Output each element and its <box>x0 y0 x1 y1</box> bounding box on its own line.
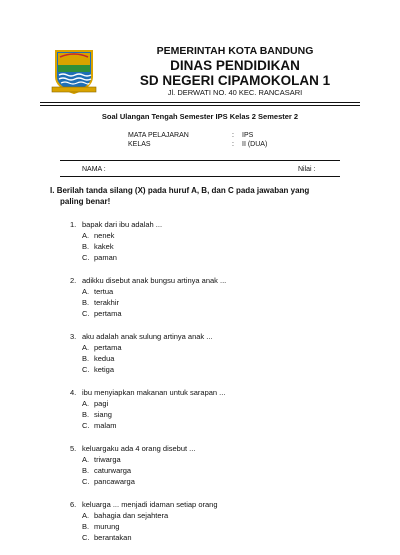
exam-meta <box>128 131 267 149</box>
option-letter: C. <box>82 365 90 374</box>
question-item <box>70 499 370 543</box>
question-item <box>70 275 370 319</box>
answer-option[interactable] <box>70 342 370 353</box>
answer-option[interactable] <box>70 465 370 476</box>
letterhead <box>100 45 370 98</box>
option-letter: A. <box>82 231 90 240</box>
meta-key: KELAS <box>128 141 151 148</box>
option-letter: B. <box>82 410 90 419</box>
question-text: bapak dari ibu adalah ... <box>82 220 163 229</box>
option-text: kakek <box>94 242 114 251</box>
meta-value: II (DUA) <box>242 141 268 148</box>
meta-row <box>128 131 267 140</box>
answer-option[interactable] <box>70 409 370 420</box>
question-number: 2. <box>70 276 77 285</box>
question-number: 4. <box>70 388 77 397</box>
option-text: caturwarga <box>94 466 132 475</box>
option-letter: A. <box>82 511 90 520</box>
header-line1: PEMERINTAH KOTA BANDUNG <box>156 45 314 57</box>
option-text: paman <box>94 253 117 262</box>
header-address: Jl. DERWATI NO. 40 KEC. RANCASARI <box>167 88 303 97</box>
question-item <box>70 443 370 487</box>
exam-title: Soal Ulangan Tengah Semester IPS Kelas 2 Semester 2 <box>101 112 299 121</box>
question-text: keluargaku ada 4 orang disebut ... <box>82 444 196 453</box>
option-text: nenek <box>94 231 115 240</box>
name-label: NAMA : <box>82 166 106 173</box>
question-text: aku adalah anak sulung artinya anak ... <box>82 332 213 341</box>
answer-option[interactable] <box>70 241 370 252</box>
option-text: pertama <box>94 309 122 318</box>
meta-sep: : <box>232 141 234 148</box>
option-text: pertama <box>94 343 122 352</box>
option-text: pancawarga <box>94 477 135 486</box>
option-text: murung <box>94 522 120 531</box>
instruction-line1: Berilah tanda silang (X) pada huruf A, B, dan C pada jawaban yang <box>56 186 310 195</box>
name-row-top-line <box>60 160 340 161</box>
answer-option[interactable] <box>70 476 370 487</box>
option-text: terakhir <box>94 298 120 307</box>
answer-option[interactable] <box>70 297 370 308</box>
question-text: ibu menyiapkan makanan untuk sarapan ... <box>82 388 226 397</box>
answer-option[interactable] <box>70 286 370 297</box>
option-letter: B. <box>82 298 90 307</box>
option-text: berantakan <box>94 533 132 542</box>
option-letter: A. <box>82 455 90 464</box>
answer-option[interactable] <box>70 521 370 532</box>
option-letter: A. <box>82 287 90 296</box>
question-number: 5. <box>70 444 77 453</box>
option-text: ketiga <box>94 365 115 374</box>
option-letter: C. <box>82 477 90 486</box>
option-letter: B. <box>82 522 90 531</box>
meta-row <box>128 140 267 149</box>
option-letter: A. <box>82 343 90 352</box>
option-letter: C. <box>82 309 90 318</box>
option-text: tertua <box>94 287 114 296</box>
option-letter: A. <box>82 399 90 408</box>
option-text: triwarga <box>94 455 121 464</box>
option-letter: B. <box>82 242 90 251</box>
question-item <box>70 331 370 375</box>
letterhead-divider-thin <box>40 105 360 106</box>
instruction-line2: paling benar! <box>60 197 111 206</box>
question-number: 1. <box>70 220 77 229</box>
option-text: siang <box>94 410 112 419</box>
answer-option[interactable] <box>70 420 370 431</box>
meta-key: MATA PELAJARAN <box>128 132 189 139</box>
meta-value: IPS <box>242 132 254 139</box>
question-list <box>70 219 370 555</box>
answer-option[interactable] <box>70 364 370 375</box>
option-letter: C. <box>82 533 90 542</box>
option-text: kedua <box>94 354 115 363</box>
answer-option[interactable] <box>70 353 370 364</box>
option-text: malam <box>94 421 117 430</box>
header-line2: DINAS PENDIDIKAN <box>170 58 300 73</box>
question-number: 3. <box>70 332 77 341</box>
meta-sep: : <box>232 132 234 139</box>
answer-option[interactable] <box>70 454 370 465</box>
answer-option[interactable] <box>70 230 370 241</box>
instruction <box>50 185 350 207</box>
answer-option[interactable] <box>70 398 370 409</box>
option-letter: C. <box>82 421 90 430</box>
question-item <box>70 219 370 263</box>
question-item <box>70 387 370 431</box>
name-row-bottom-line <box>60 176 340 177</box>
question-text: keluarga ... menjadi idaman setiap orang <box>82 500 218 509</box>
option-text: bahagia dan sejahtera <box>94 511 169 520</box>
answer-option[interactable] <box>70 510 370 521</box>
option-letter: B. <box>82 466 90 475</box>
answer-option[interactable] <box>70 252 370 263</box>
question-number: 6. <box>70 500 77 509</box>
score-label: Nilai : <box>298 166 316 173</box>
instruction-numeral: I. <box>50 186 55 195</box>
option-text: pagi <box>94 399 109 408</box>
answer-option[interactable] <box>70 308 370 319</box>
answer-option[interactable] <box>70 532 370 543</box>
option-letter: B. <box>82 354 90 363</box>
header-line3: SD NEGERI CIPAMOKOLAN 1 <box>139 73 331 88</box>
option-letter: C. <box>82 253 90 262</box>
letterhead-divider <box>40 102 360 103</box>
bandung-crest-icon <box>50 47 98 95</box>
question-text: adikku disebut anak bungsu artinya anak ... <box>82 276 227 285</box>
